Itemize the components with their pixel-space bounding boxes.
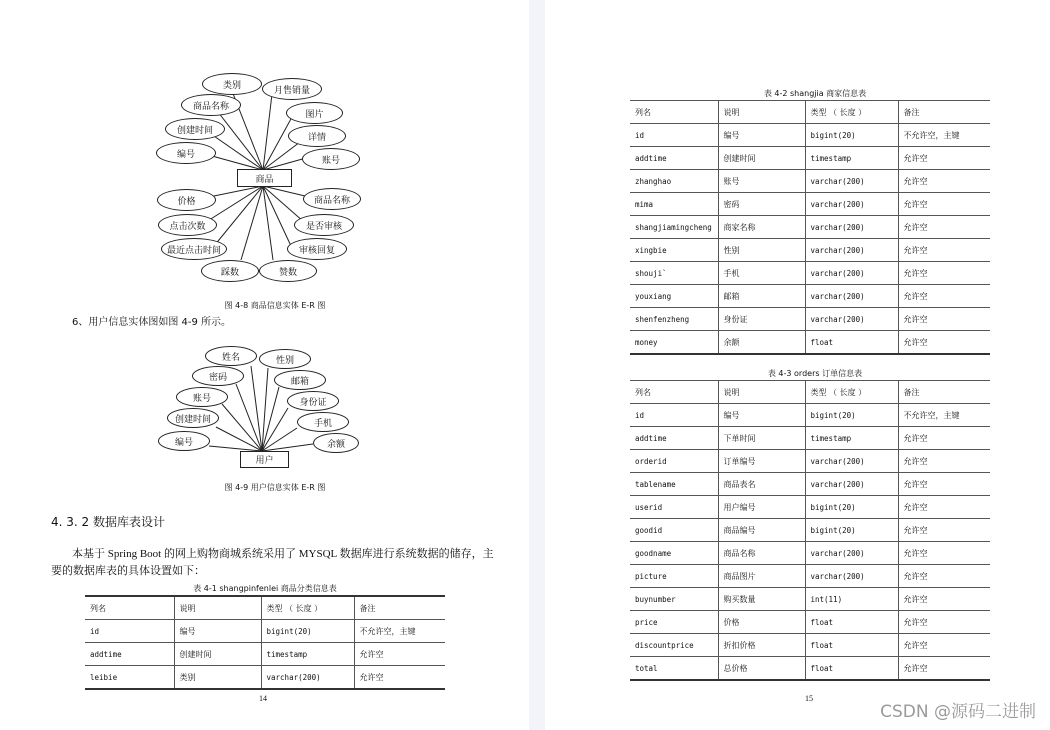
- table-row: [630, 519, 990, 542]
- er-attr-id: 编号: [156, 142, 216, 164]
- er-attr-price: 价格: [157, 189, 216, 211]
- table-row: [85, 666, 445, 690]
- er-attr-name: 姓名: [205, 346, 257, 366]
- page-number: 14: [259, 694, 267, 703]
- cell-column-name: goodname: [630, 542, 718, 565]
- cell-description: 邮箱: [718, 285, 805, 308]
- cell-column-name: money: [630, 331, 718, 355]
- table-header-row: [630, 101, 990, 124]
- er-attr-password: 密码: [192, 366, 244, 386]
- er-attr-image: 图片: [286, 102, 343, 124]
- col-header: 类型 （ 长度 ）: [805, 101, 898, 124]
- cell-description: 订单编号: [718, 450, 805, 473]
- cell-description: 编号: [174, 620, 261, 643]
- cell-description: 创建时间: [718, 147, 805, 170]
- page-gutter: [529, 0, 545, 730]
- er-entity-goods: 商品: [237, 169, 292, 187]
- cell-note: 允许空: [898, 542, 990, 565]
- er-attr-product-name-2: 商品名称: [303, 188, 361, 210]
- table-row: [630, 450, 990, 473]
- cell-note: 允许空: [898, 331, 990, 355]
- cell-type: varchar(200): [805, 239, 898, 262]
- table-4-2-shangjia: [630, 100, 990, 355]
- cell-note: 允许空: [898, 308, 990, 331]
- cell-note: 允许空: [898, 519, 990, 542]
- er-entity-user: 用户: [240, 451, 289, 468]
- cell-note: 允许空: [898, 588, 990, 611]
- table-row: [85, 643, 445, 666]
- er-attr-details: 详情: [288, 125, 346, 147]
- er-attr-id: 编号: [158, 431, 210, 451]
- cell-type: varchar(200): [261, 666, 354, 690]
- table-row: [630, 496, 990, 519]
- cell-note: 不允许空，主键: [898, 124, 990, 147]
- er-attr-created-time: 创建时间: [167, 408, 219, 428]
- cell-description: 商品编号: [718, 519, 805, 542]
- cell-description: 商品表名: [718, 473, 805, 496]
- cell-type: float: [805, 634, 898, 657]
- table-row: [85, 620, 445, 643]
- cell-note: 不允许空，主键: [354, 620, 445, 643]
- cell-description: 折扣价格: [718, 634, 805, 657]
- er-attr-created-time: 创建时间: [165, 118, 225, 140]
- cell-type: varchar(200): [805, 565, 898, 588]
- cell-note: 允许空: [898, 427, 990, 450]
- er-attr-balance: 余额: [313, 433, 359, 453]
- er-attr-click-count: 点击次数: [158, 214, 217, 236]
- table-4-1-shangpinfenlei: [85, 595, 445, 690]
- table-row: [630, 216, 990, 239]
- er-attr-likes: 赞数: [259, 260, 317, 282]
- er-attr-dislikes: 踩数: [201, 260, 259, 282]
- cell-type: varchar(200): [805, 308, 898, 331]
- cell-type: bigint(20): [261, 620, 354, 643]
- er-attr-review-reply: 审核回复: [287, 238, 347, 260]
- cell-note: 允许空: [898, 216, 990, 239]
- table-caption-4-2: 表 4-2 shangjia 商家信息表: [763, 89, 867, 98]
- er-attr-phone: 手机: [297, 412, 349, 432]
- cell-column-name: xingbie: [630, 239, 718, 262]
- cell-note: 允许空: [898, 496, 990, 519]
- table-row: [630, 331, 990, 355]
- cell-type: timestamp: [261, 643, 354, 666]
- col-header: 备注: [898, 101, 990, 124]
- cell-note: 允许空: [354, 643, 445, 666]
- cell-description: 密码: [718, 193, 805, 216]
- section-heading: 4. 3. 2 数据库表设计: [51, 515, 165, 529]
- cell-type: bigint(20): [805, 519, 898, 542]
- cell-column-name: orderid: [630, 450, 718, 473]
- table-row: [630, 193, 990, 216]
- cell-type: bigint(20): [805, 496, 898, 519]
- cell-type: varchar(200): [805, 473, 898, 496]
- paragraph-line-2: 要的数据库表的具体设置如下：: [51, 565, 205, 577]
- table-row: [630, 427, 990, 450]
- er-attr-product-name: 商品名称: [181, 94, 241, 116]
- cell-note: 允许空: [898, 170, 990, 193]
- cell-note: 允许空: [898, 657, 990, 681]
- cell-column-name: mima: [630, 193, 718, 216]
- er-attr-last-click-time: 最近点击时间: [161, 238, 227, 260]
- er-attr-gender: 性别: [259, 349, 311, 369]
- col-header: 说明: [718, 101, 805, 124]
- col-header: 列名: [85, 596, 174, 620]
- cell-description: 类别: [174, 666, 261, 690]
- cell-note: 允许空: [898, 285, 990, 308]
- cell-description: 总价格: [718, 657, 805, 681]
- cell-note: 允许空: [898, 262, 990, 285]
- cell-type: bigint(20): [805, 124, 898, 147]
- cell-column-name: addtime: [630, 427, 718, 450]
- cell-column-name: total: [630, 657, 718, 681]
- figure-caption-4-9: 图 4-9 用户信息实体 E-R 图: [224, 483, 326, 492]
- cell-description: 下单时间: [718, 427, 805, 450]
- cell-type: varchar(200): [805, 262, 898, 285]
- cell-description: 账号: [718, 170, 805, 193]
- cell-column-name: id: [630, 124, 718, 147]
- cell-type: int(11): [805, 588, 898, 611]
- er-attr-email: 邮箱: [274, 370, 326, 390]
- table-row: [630, 565, 990, 588]
- cell-note: 允许空: [898, 450, 990, 473]
- cell-note: 允许空: [354, 666, 445, 690]
- csdn-watermark: CSDN @源码二进制: [880, 702, 1036, 722]
- col-header: 列名: [630, 101, 718, 124]
- cell-column-name: picture: [630, 565, 718, 588]
- cell-column-name: discountprice: [630, 634, 718, 657]
- cell-column-name: shenfenzheng: [630, 308, 718, 331]
- col-header: 列名: [630, 381, 718, 404]
- page-number: 15: [805, 694, 813, 703]
- table-4-3-orders: [630, 380, 990, 681]
- cell-column-name: price: [630, 611, 718, 634]
- document-page-15: [545, 0, 1050, 730]
- table-row: [630, 147, 990, 170]
- cell-description: 编号: [718, 124, 805, 147]
- cell-type: bigint(20): [805, 404, 898, 427]
- cell-type: varchar(200): [805, 216, 898, 239]
- col-header: 备注: [898, 381, 990, 404]
- table-caption-4-3: 表 4-3 orders 订单信息表: [767, 369, 863, 378]
- intro-user-er: 6、用户信息实体图如图 4-9 所示。: [72, 317, 232, 328]
- cell-type: float: [805, 611, 898, 634]
- cell-description: 商品名称: [718, 542, 805, 565]
- cell-description: 编号: [718, 404, 805, 427]
- cell-column-name: shangjiamingcheng: [630, 216, 718, 239]
- cell-note: 允许空: [898, 239, 990, 262]
- table-row: [630, 124, 990, 147]
- table-row: [630, 588, 990, 611]
- er-attr-monthly-sales: 月售销量: [262, 78, 322, 100]
- cell-note: 不允许空，主键: [898, 404, 990, 427]
- cell-column-name: addtime: [85, 643, 174, 666]
- table-header-row: [85, 596, 445, 620]
- cell-type: varchar(200): [805, 193, 898, 216]
- cell-type: float: [805, 657, 898, 681]
- figure-caption-4-8: 图 4-8 商品信息实体 E-R 图: [224, 301, 326, 310]
- table-row: [630, 473, 990, 496]
- table-row: [630, 262, 990, 285]
- cell-note: 允许空: [898, 611, 990, 634]
- table-header-row: [630, 381, 990, 404]
- cell-column-name: id: [630, 404, 718, 427]
- table-row: [630, 170, 990, 193]
- cell-description: 购买数量: [718, 588, 805, 611]
- cell-description: 商品图片: [718, 565, 805, 588]
- cell-column-name: userid: [630, 496, 718, 519]
- cell-column-name: tablename: [630, 473, 718, 496]
- cell-note: 允许空: [898, 634, 990, 657]
- cell-description: 余额: [718, 331, 805, 355]
- cell-note: 允许空: [898, 473, 990, 496]
- cell-column-name: leibie: [85, 666, 174, 690]
- table-row: [630, 239, 990, 262]
- cell-description: 价格: [718, 611, 805, 634]
- cell-type: timestamp: [805, 147, 898, 170]
- table-row: [630, 404, 990, 427]
- cell-description: 用户编号: [718, 496, 805, 519]
- table-row: [630, 285, 990, 308]
- er-attr-category: 类别: [202, 73, 262, 95]
- cell-description: 手机: [718, 262, 805, 285]
- cell-column-name: buynumber: [630, 588, 718, 611]
- er-attr-id-card: 身份证: [287, 391, 339, 411]
- paragraph-line-1: 本基于 Spring Boot 的网上购物商城系统采用了 MYSQL 数据库进行系统数据的储存，主: [72, 548, 494, 560]
- cell-description: 性别: [718, 239, 805, 262]
- cell-type: varchar(200): [805, 542, 898, 565]
- cell-description: 身份证: [718, 308, 805, 331]
- cell-type: timestamp: [805, 427, 898, 450]
- cell-column-name: zhanghao: [630, 170, 718, 193]
- er-user-connectors: [0, 0, 529, 500]
- cell-note: 允许空: [898, 147, 990, 170]
- table-row: [630, 634, 990, 657]
- er-attr-account: 账号: [302, 148, 360, 170]
- cell-type: varchar(200): [805, 450, 898, 473]
- cell-type: varchar(200): [805, 285, 898, 308]
- table-row: [630, 611, 990, 634]
- cell-column-name: id: [85, 620, 174, 643]
- col-header: 类型 （ 长度 ）: [261, 596, 354, 620]
- col-header: 说明: [174, 596, 261, 620]
- cell-column-name: addtime: [630, 147, 718, 170]
- er-attr-account: 账号: [176, 387, 228, 407]
- table-caption-4-1: 表 4-1 shangpinfenlei 商品分类信息表: [193, 584, 337, 593]
- table-row: [630, 308, 990, 331]
- cell-description: 创建时间: [174, 643, 261, 666]
- cell-type: varchar(200): [805, 170, 898, 193]
- col-header: 备注: [354, 596, 445, 620]
- table-row: [630, 542, 990, 565]
- table-row: [630, 657, 990, 681]
- col-header: 类型 （ 长度 ）: [805, 381, 898, 404]
- cell-column-name: goodid: [630, 519, 718, 542]
- cell-note: 允许空: [898, 193, 990, 216]
- cell-note: 允许空: [898, 565, 990, 588]
- cell-type: float: [805, 331, 898, 355]
- col-header: 说明: [718, 381, 805, 404]
- er-attr-is-reviewed: 是否审核: [294, 214, 354, 236]
- cell-description: 商家名称: [718, 216, 805, 239]
- cell-column-name: youxiang: [630, 285, 718, 308]
- cell-column-name: shouji`: [630, 262, 718, 285]
